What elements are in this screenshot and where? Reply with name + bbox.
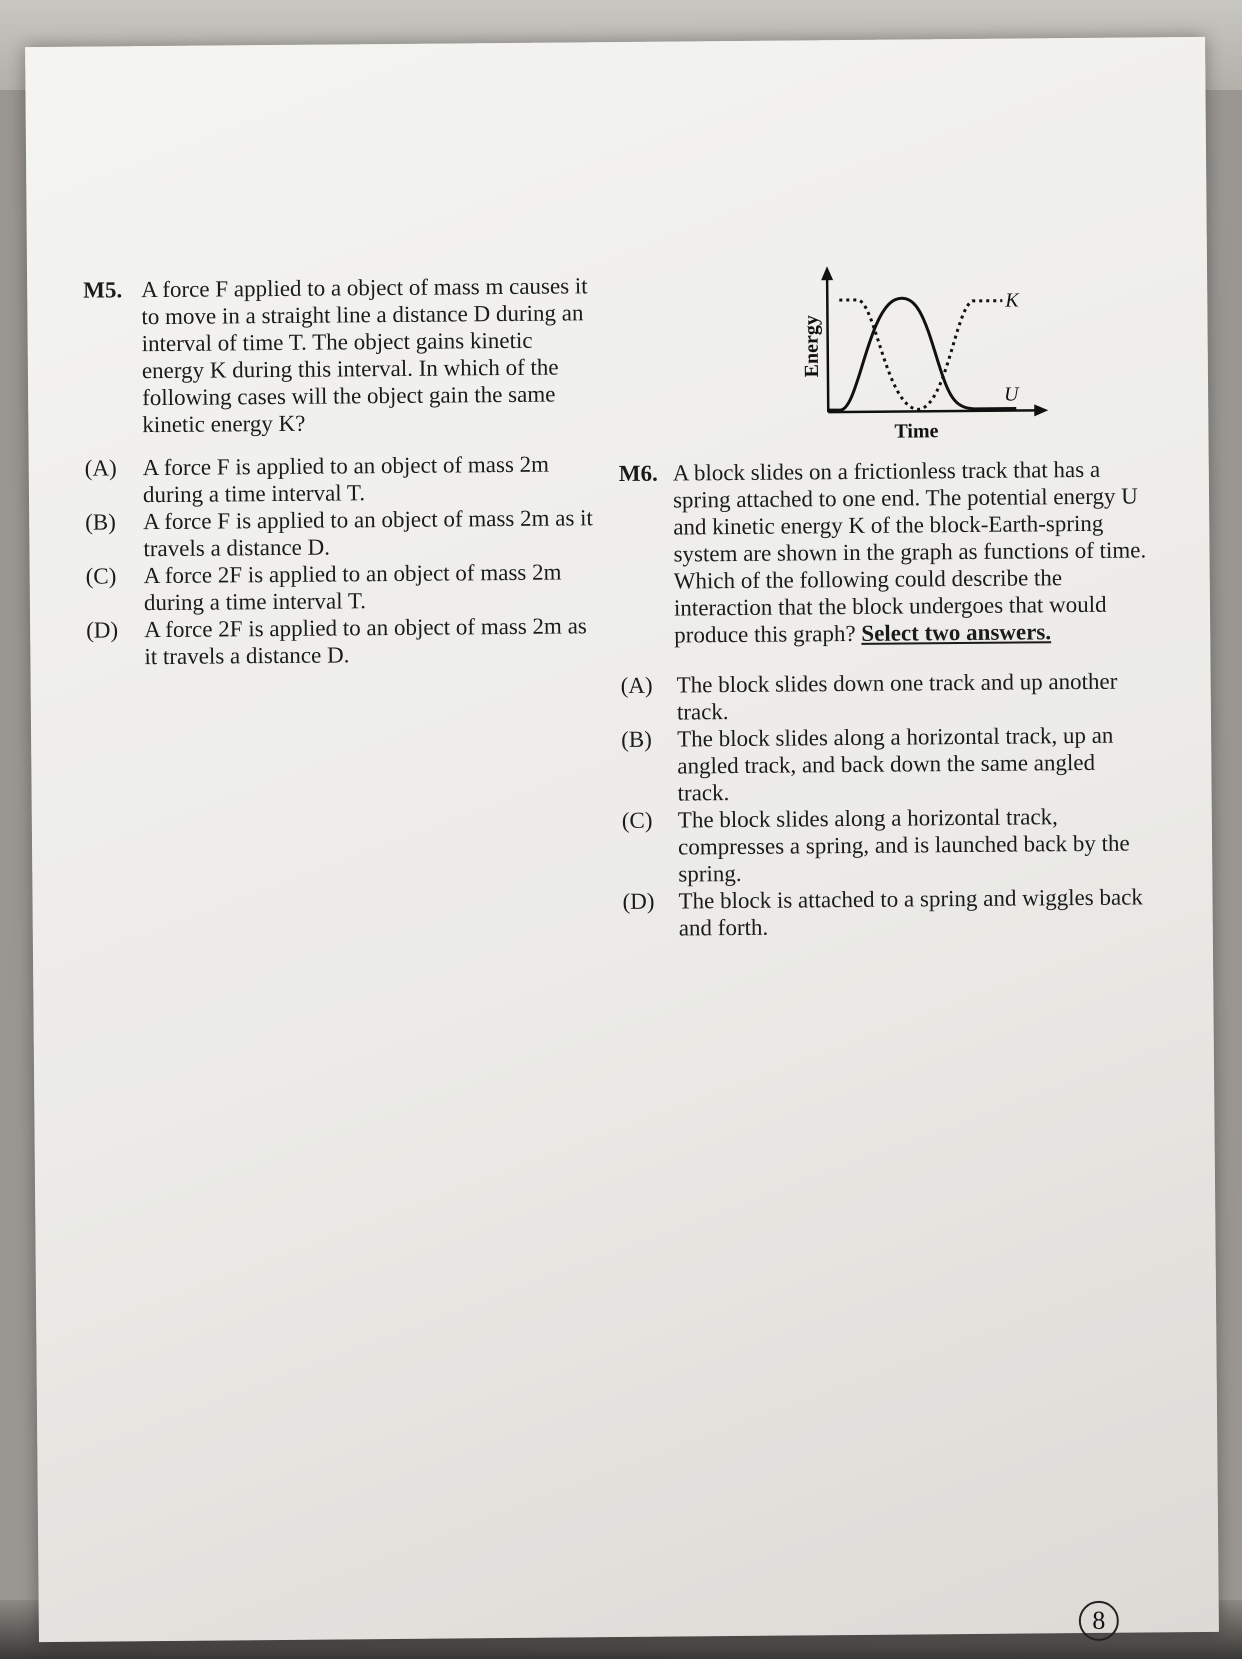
- kinetic-energy-label: K: [1005, 289, 1019, 312]
- choice-text: A force F is applied to an object of mass 2m as it travels a distance D.: [143, 505, 594, 562]
- energy-time-graph: [767, 260, 1069, 443]
- x-axis-label: Time: [894, 420, 939, 443]
- question-label: M5.: [83, 277, 123, 303]
- choice-text: The block is attached to a spring and wiggles back and forth.: [678, 884, 1143, 941]
- choice-text: A force F is applied to an object of mass 2m during a time interval T.: [142, 451, 550, 508]
- select-two-instruction: Select two answers.: [861, 619, 1052, 646]
- question-stem: A force F applied to a object of mass m causes it to move in a straight line a distance D during an interval of time T. The object gains kinetic energy K during this interval. In which of the following cases will the object gain the same kinetic energy K?: [141, 273, 588, 438]
- question-stem-text: A block slides on a frictionless track that has a spring attached to one end. The potential energy U and kinetic energy K of the block-Earth-spring system are shown in the graph as functions of time. Which of the following could describe the interaction that the block undergoes that would produce this graph?: [672, 456, 1147, 648]
- page-number: 8: [1079, 1601, 1119, 1641]
- choice-letter: (C): [85, 563, 117, 589]
- x-axis-arrow: [1034, 404, 1048, 416]
- choice-letter: (B): [85, 509, 116, 535]
- choice-letter: (D): [86, 617, 119, 643]
- choice-letter: (B): [621, 726, 652, 753]
- y-axis-arrow: [821, 266, 833, 280]
- choice-text: The block slides down one track and up another track.: [676, 668, 1118, 725]
- question-m6: [619, 455, 1164, 980]
- question-label: M6.: [618, 460, 658, 487]
- worksheet-page: [25, 37, 1219, 1642]
- y-axis: [827, 276, 828, 412]
- choice-text: A force 2F is applied to an object of mass 2m during a time interval T.: [143, 559, 562, 616]
- choice-text: A force 2F is applied to an object of mass 2m as it travels a distance D.: [144, 613, 587, 670]
- choice-letter: (A): [620, 672, 653, 699]
- choice-text: The block slides along a horizontal track, up an angled track, and back down the same angled track.: [677, 722, 1114, 806]
- choice-letter: (D): [622, 888, 655, 914]
- choice-letter: (C): [621, 807, 653, 834]
- choice-text: The block slides along a horizontal track, compresses a spring, and is launched back by the spring.: [677, 804, 1130, 887]
- question-m5: [83, 272, 607, 697]
- question-stem: [673, 455, 1151, 648]
- x-axis: [828, 410, 1038, 412]
- choice-a[interactable]: [620, 667, 1161, 725]
- choice-letter: (A): [84, 455, 117, 481]
- potential-energy-label: U: [1004, 383, 1019, 406]
- y-axis-label: Energy: [800, 315, 823, 378]
- potential-energy-curve: [827, 297, 1016, 410]
- choice-a[interactable]: [84, 450, 605, 508]
